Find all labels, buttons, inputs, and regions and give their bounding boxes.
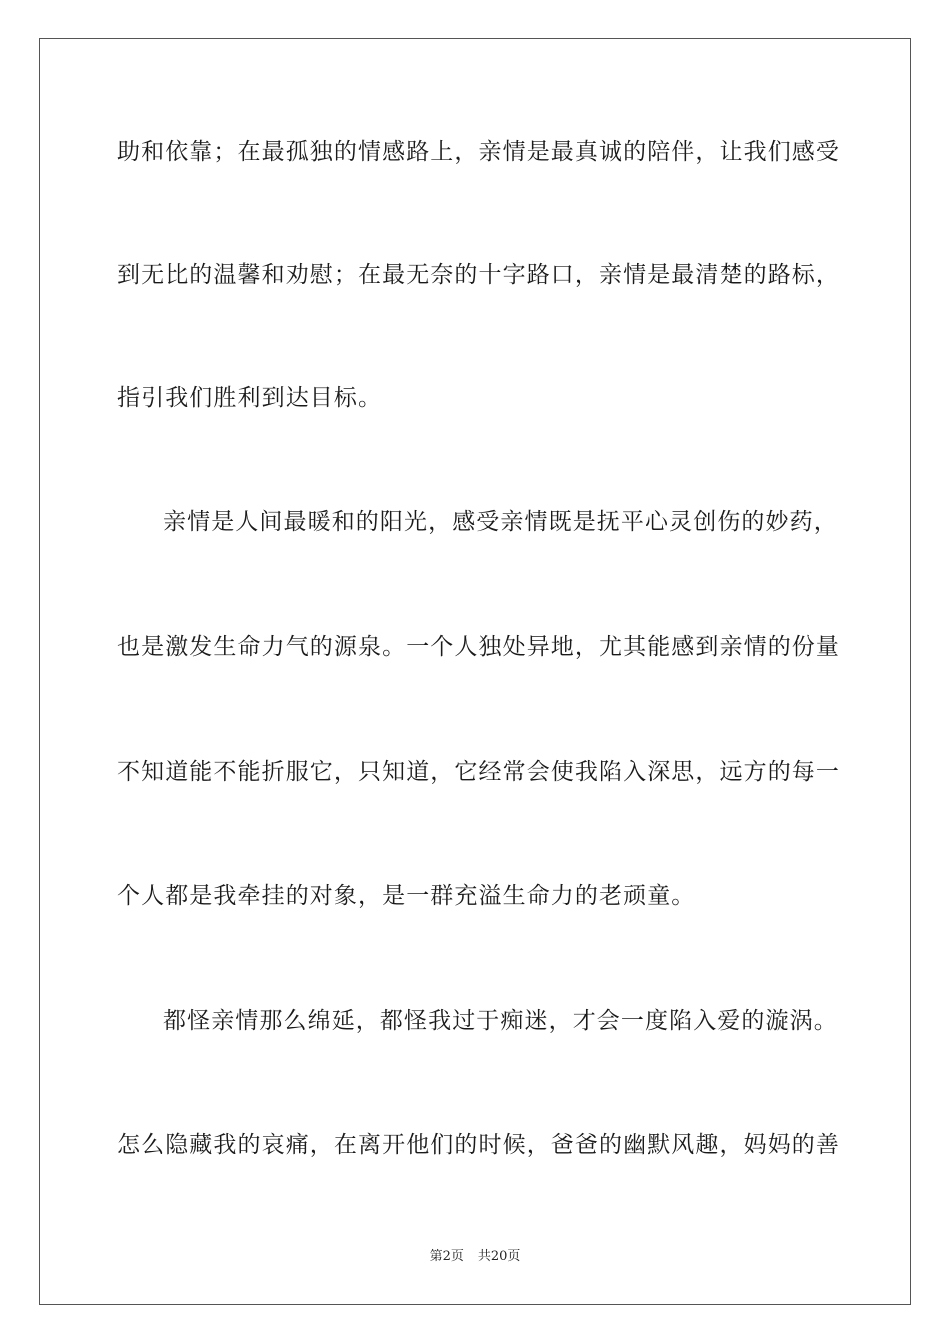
page-total: 共20页: [477, 1249, 521, 1264]
text-line: 指引我们胜利到达目标。: [117, 385, 383, 411]
text-line: 个人都是我牵挂的对象，是一群充溢生命力的老顽童。: [117, 883, 696, 909]
paragraph-start-line: 亲情是人间最暖和的阳光，感受亲情既是抚平心灵创伤的妙药，: [163, 509, 838, 535]
text-line: 也是激发生命力气的源泉。一个人独处异地，尤其能感到亲情的份量: [117, 634, 840, 660]
paragraph-start-line: 都怪亲情那么绵延，都怪我过于痴迷，才会一度陷入爱的漩涡。: [163, 1008, 838, 1034]
page-number: 第2页: [429, 1249, 464, 1264]
text-line: 到无比的温馨和劝慰；在最无奈的十字路口，亲情是最清楚的路标，: [117, 262, 840, 288]
page-footer: [0, 1248, 950, 1266]
text-line: 助和依靠；在最孤独的情感路上，亲情是最真诚的陪伴，让我们感受: [117, 139, 840, 165]
text-line: 怎么隐藏我的哀痛，在离开他们的时候，爸爸的幽默风趣，妈妈的善: [117, 1132, 840, 1158]
text-line: 不知道能不能折服它，只知道，它经常会使我陷入深思，远方的每一: [117, 759, 840, 785]
page-border: [39, 38, 911, 1305]
